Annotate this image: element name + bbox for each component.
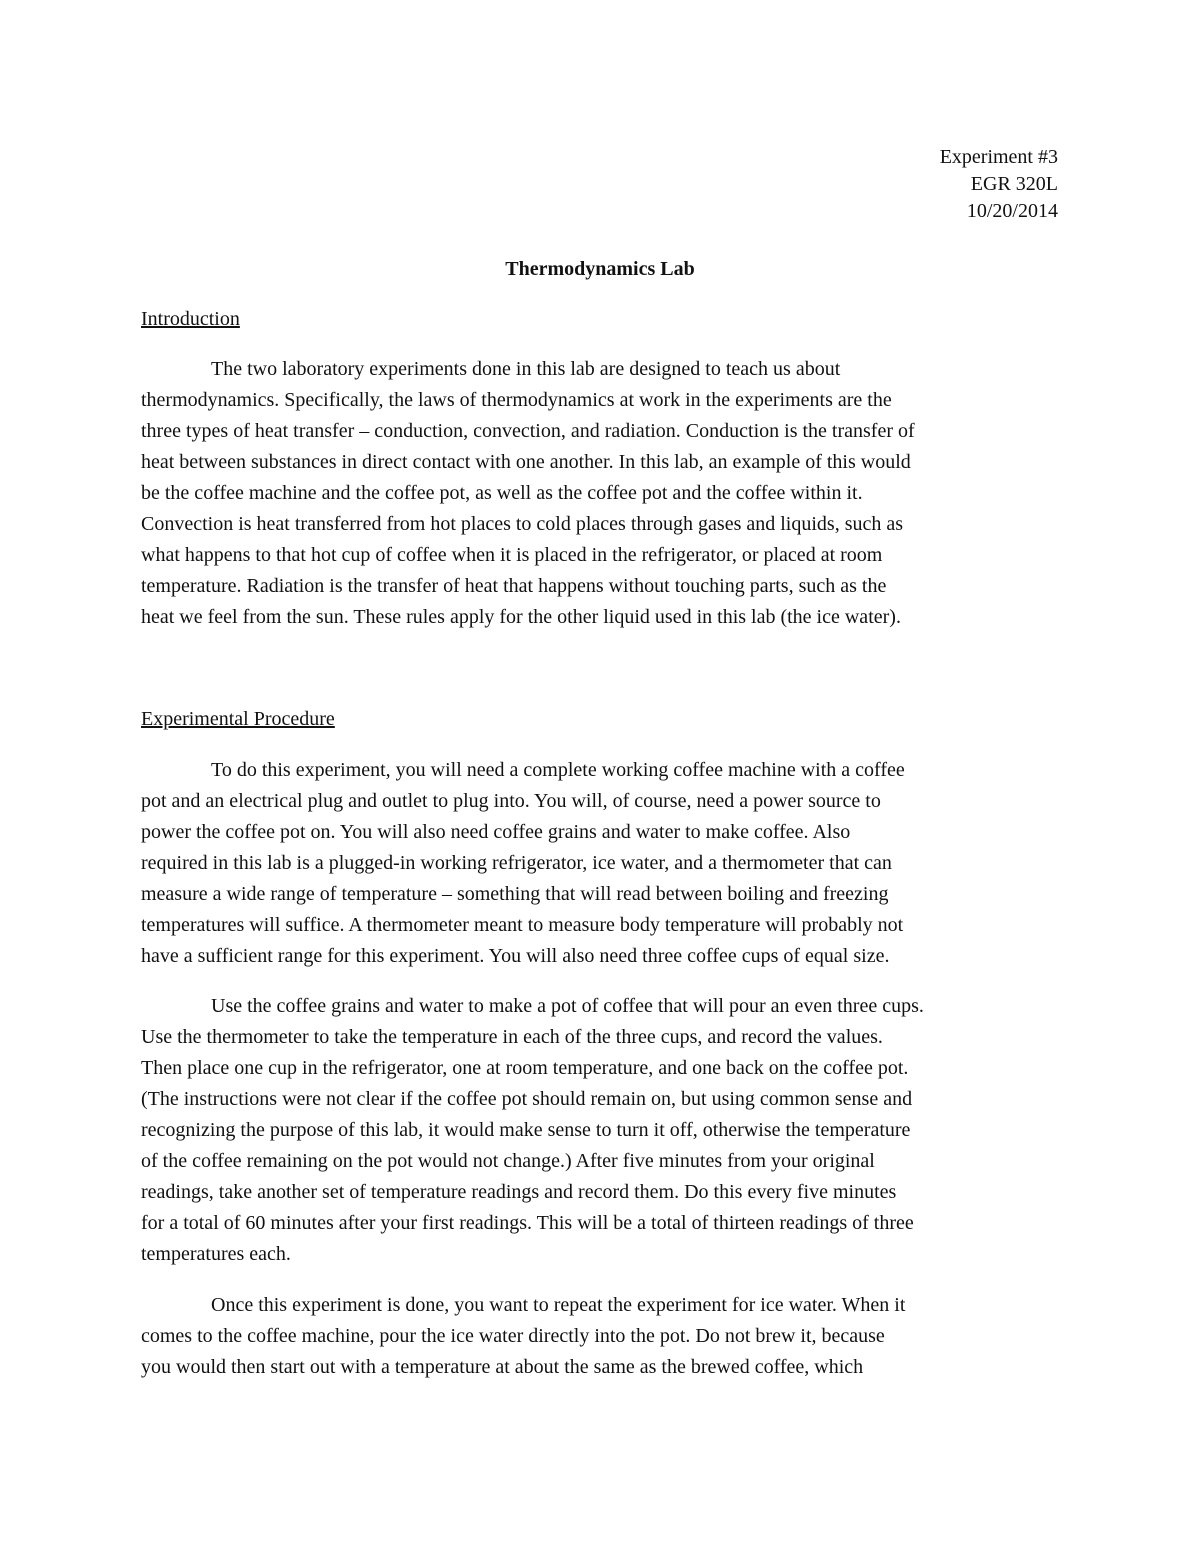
paragraph-line: readings, take another set of temperature readings and record them. Do this every five minutes: [141, 1181, 897, 1203]
paragraph-line: measure a wide range of temperature – something that will read between boiling and freezing: [141, 883, 889, 905]
paragraph-line: temperature. Radiation is the transfer of heat that happens without touching parts, such as the: [141, 575, 887, 597]
experiment-number: Experiment #3: [939, 146, 1058, 168]
paragraph-line: heat we feel from the sun. These rules apply for the other liquid used in this lab (the ice water).: [141, 606, 901, 628]
paragraph-line: thermodynamics. Specifically, the laws of thermodynamics at work in the experiments are the: [141, 389, 892, 411]
procedure-paragraph-2: [141, 991, 1059, 1270]
paragraph-line: (The instructions were not clear if the coffee pot should remain on, but using common sense and: [141, 1088, 913, 1110]
paragraph-line: power the coffee pot on. You will also need coffee grains and water to make coffee. Also: [141, 821, 851, 843]
paragraph-line: temperatures each.: [141, 1243, 291, 1265]
paragraph-line: Then place one cup in the refrigerator, one at room temperature, and one back on the coffee pot.: [141, 1057, 909, 1079]
paragraph-line: what happens to that hot cup of coffee when it is placed in the refrigerator, or placed at room: [141, 544, 883, 566]
paragraph-line: Use the coffee grains and water to make a pot of coffee that will pour an even three cups.: [211, 995, 924, 1017]
paragraph-line: of the coffee remaining on the pot would not change.) After five minutes from your original: [141, 1150, 875, 1172]
document-title: Thermodynamics Lab: [505, 258, 695, 280]
paragraph-line: for a total of 60 minutes after your first readings. This will be a total of thirteen readings of three: [141, 1212, 914, 1234]
course-code: EGR 320L: [970, 173, 1058, 195]
paragraph-line: Once this experiment is done, you want to repeat the experiment for ice water. When it: [211, 1294, 906, 1316]
paragraph-line: Use the thermometer to take the temperature in each of the three cups, and record the values.: [141, 1026, 883, 1048]
procedure-heading: Experimental Procedure: [141, 708, 335, 730]
procedure-paragraph-3: [141, 1290, 1059, 1383]
paragraph-line: heat between substances in direct contact with one another. In this lab, an example of this would: [141, 451, 911, 473]
introduction-paragraph: [141, 354, 1059, 633]
document-header: [940, 144, 1058, 225]
paragraph-line: you would then start out with a temperature at about the same as the brewed coffee, which: [141, 1356, 864, 1378]
paragraph-line: The two laboratory experiments done in this lab are designed to teach us about: [211, 358, 841, 380]
document-date: 10/20/2014: [966, 200, 1058, 222]
paragraph-line: required in this lab is a plugged-in working refrigerator, ice water, and a thermometer that can: [141, 852, 892, 874]
paragraph-line: Convection is heat transferred from hot places to cold places through gases and liquids, such as: [141, 513, 904, 535]
paragraph-line: three types of heat transfer – conduction, convection, and radiation. Conduction is the transfer of: [141, 420, 915, 442]
paragraph-line: have a sufficient range for this experiment. You will also need three coffee cups of equal size.: [141, 945, 890, 967]
introduction-heading: Introduction: [141, 308, 240, 330]
paragraph-line: To do this experiment, you will need a complete working coffee machine with a coffee: [211, 759, 905, 781]
paragraph-line: comes to the coffee machine, pour the ice water directly into the pot. Do not brew it, because: [141, 1325, 885, 1347]
procedure-paragraph-1: [141, 755, 1059, 972]
paragraph-line: recognizing the purpose of this lab, it would make sense to turn it off, otherwise the temperature: [141, 1119, 911, 1141]
paragraph-line: temperatures will suffice. A thermometer meant to measure body temperature will probably not: [141, 914, 904, 936]
paragraph-line: pot and an electrical plug and outlet to plug into. You will, of course, need a power source to: [141, 790, 881, 812]
paragraph-line: be the coffee machine and the coffee pot, as well as the coffee pot and the coffee within it.: [141, 482, 863, 504]
